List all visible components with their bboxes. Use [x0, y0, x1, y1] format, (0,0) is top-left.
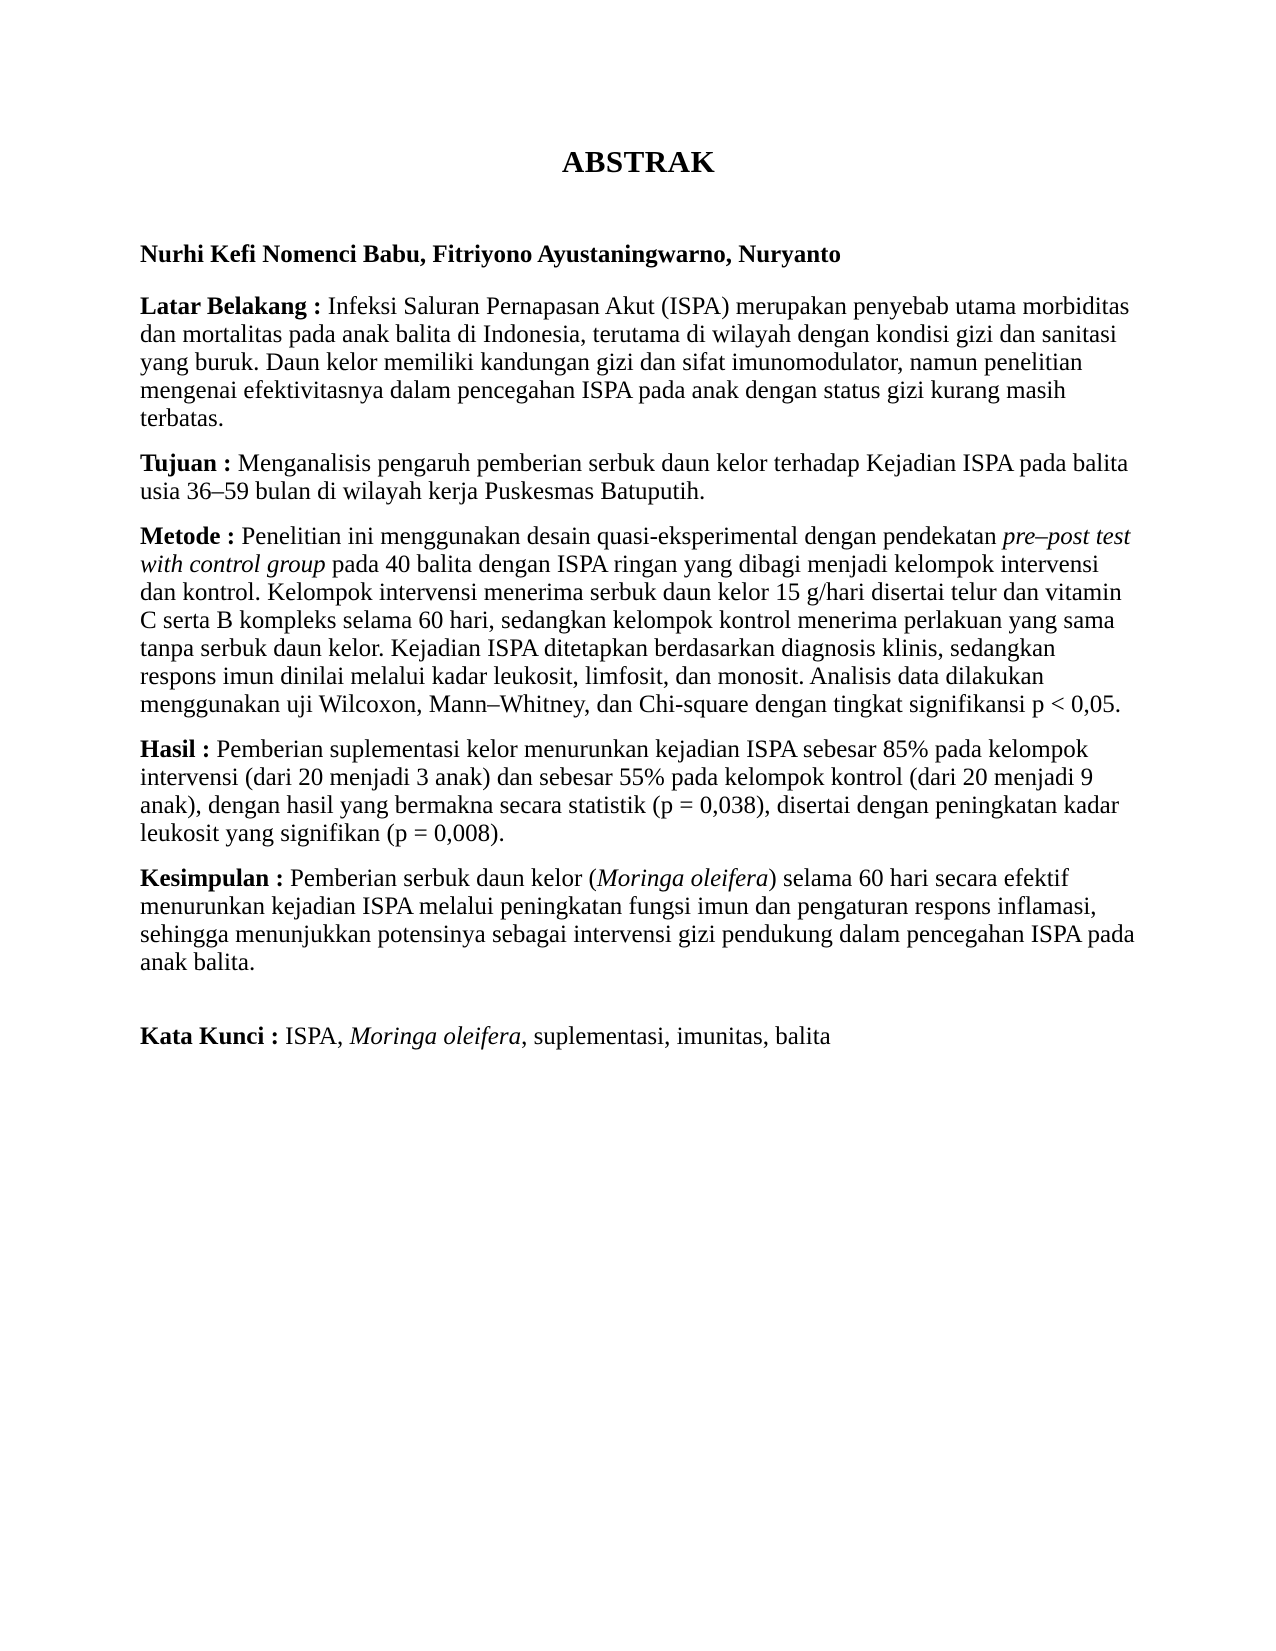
text-segment-normal: Pemberian serbuk daun kelor (	[290, 865, 597, 892]
abstract-body	[140, 293, 1137, 1051]
text-segment-normal: , suplementasi, imunitas, balita	[521, 1023, 831, 1050]
text-segment-normal: Infeksi Saluran Pernapasan Akut (ISPA) merupakan penyebab utama morbiditas dan mortalitas pada anak balita di Indonesia, terutama di wilayah dengan kondisi gizi dan sanitasi yang buruk. Daun kelor memiliki kandungan gizi dan sifat imunomodulator, namun penelitian mengenai efektivitasnya dalam pencegahan ISPA pada anak dengan status gizi kurang masih terbatas.	[140, 293, 1130, 432]
text-segment-italic: pre–post test with control group	[140, 523, 1131, 578]
text-segment-normal: Menganalisis pengaruh pemberian serbuk daun kelor terhadap Kejadian ISPA pada balita usia 36–59 bulan di wilayah kerja Puskesmas Batuputih.	[140, 450, 1129, 505]
text-segment-bold: Tujuan :	[140, 450, 238, 477]
text-segment-bold: Kata Kunci :	[140, 1023, 286, 1050]
text-segment-bold: Hasil :	[140, 736, 217, 763]
paragraph-hasil	[140, 736, 1137, 848]
text-segment-normal: Pemberian suplementasi kelor menurunkan kejadian ISPA sebesar 85% pada kelompok intervensi (dari 20 menjadi 3 anak) dan sebesar 55% pada kelompok kontrol (dari 20 menjadi 9 anak), dengan hasil yang bermakna secara statistik (p = 0,038), disertai dengan peningkatan kadar leukosit yang signifikan (p = 0,008).	[140, 736, 1120, 847]
text-segment-italic: Moringa oleifera	[596, 865, 769, 892]
text-segment-bold: Metode :	[140, 523, 242, 550]
paragraph-latar-belakang	[140, 293, 1137, 433]
text-segment-italic: Moringa oleifera	[349, 1023, 522, 1050]
paragraph-metode	[140, 523, 1137, 719]
text-segment-normal: pada 40 balita dengan ISPA ringan yang dibagi menjadi kelompok intervensi dan kontrol. Kelompok intervensi menerima serbuk daun kelor 15 g/hari disertai telur dan vitamin C serta B kompleks selama 60 hari, sedangkan kelompok kontrol menerima perlakuan yang sama tanpa serbuk daun kelor. Kejadian ISPA ditetapkan berdasarkan diagnosis klinis, sedangkan respons imun dinilai melalui kadar leukosit, limfosit, dan monosit. Analisis data dilakukan menggunakan uji Wilcoxon, Mann–Whitney, dan Chi-square dengan tingkat signifikansi p < 0,05.	[140, 551, 1122, 718]
text-segment-bold: Kesimpulan :	[140, 865, 291, 892]
paragraph-kesimpulan	[140, 865, 1137, 977]
paragraph-kata-kunci	[140, 1023, 1137, 1051]
text-segment-bold: Latar Belakang :	[140, 293, 328, 320]
page-title: ABSTRAK	[561, 144, 716, 179]
authors-line: Nurhi Kefi Nomenci Babu, Fitriyono Ayustaningwarno, Nuryanto	[140, 241, 841, 268]
text-segment-normal: Penelitian ini menggunakan desain quasi-eksperimental dengan pendekatan	[241, 523, 1003, 550]
paragraph-tujuan	[140, 450, 1137, 506]
text-segment-normal: ) selama 60 hari secara efektif menurunkan kejadian ISPA melalui peningkatan fungsi imun dan pengaturan respons inflamasi, sehingga menunjukkan potensinya sebagai intervensi gizi pendukung dalam pencegahan ISPA pada anak balita.	[140, 865, 1135, 976]
text-segment-normal: ISPA,	[285, 1023, 350, 1050]
